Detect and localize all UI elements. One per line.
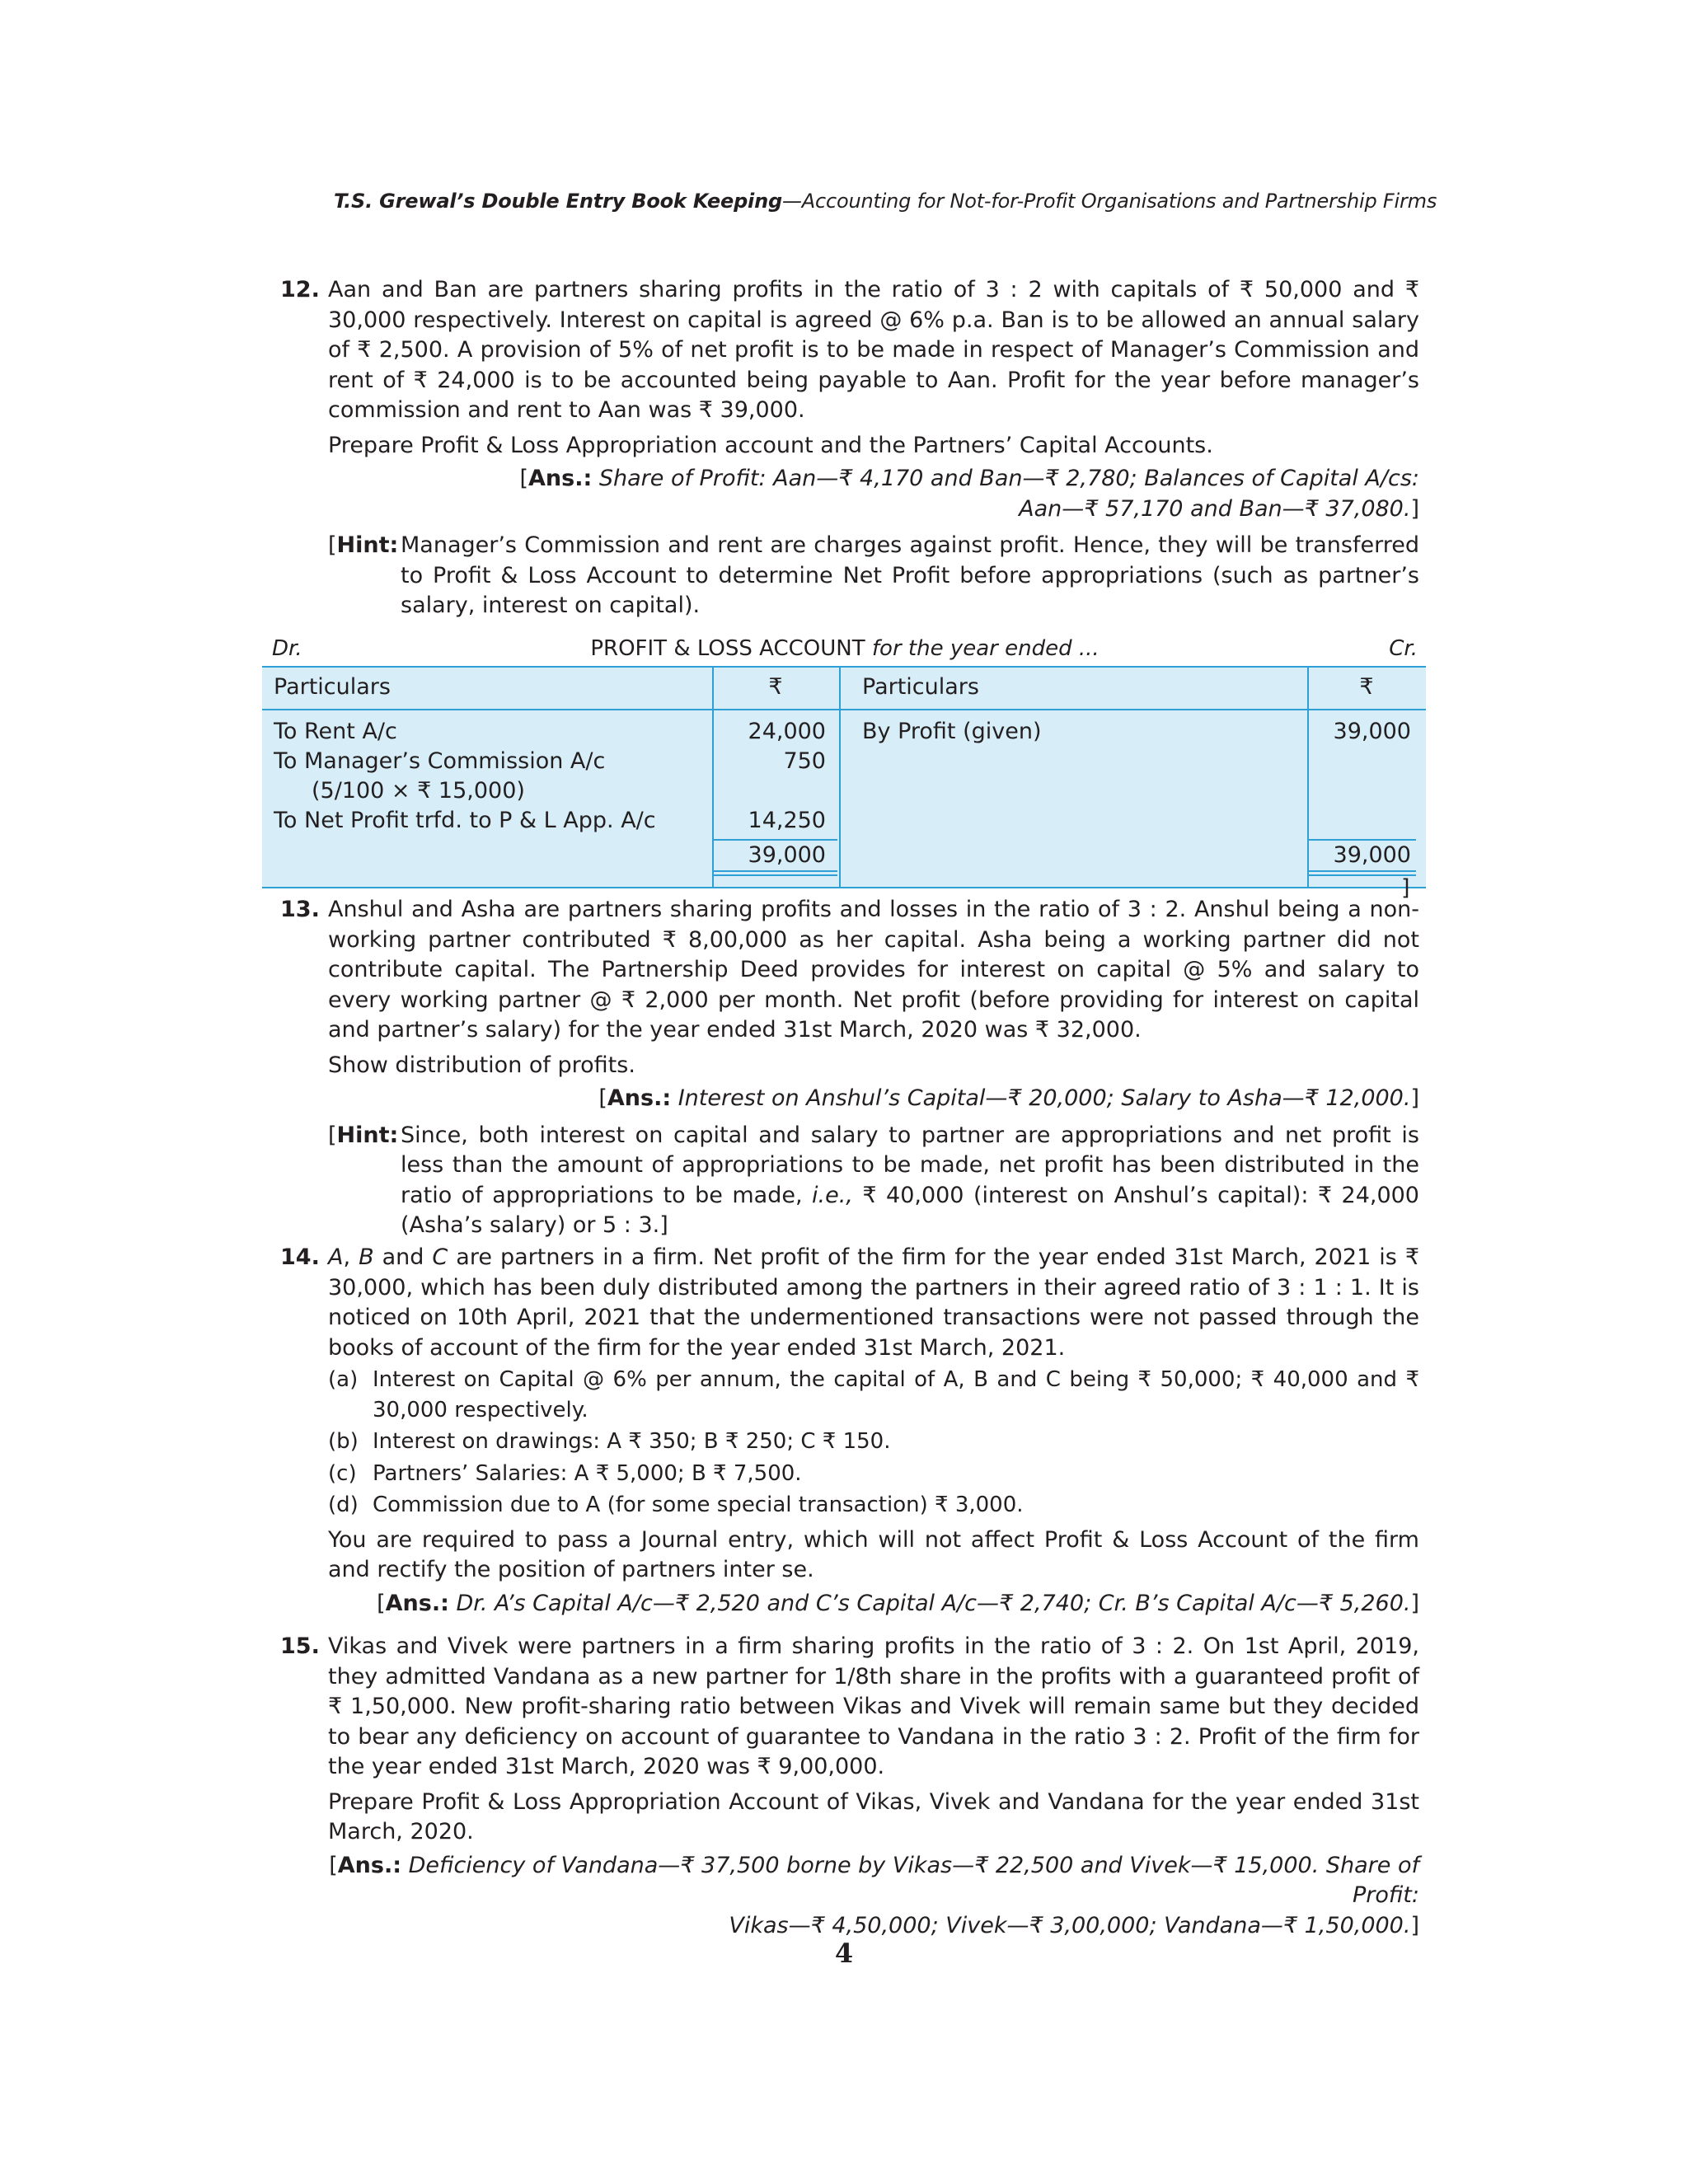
question-text: A, B and C are partners in a firm. Net profit of the firm for the year ended 31st March, 2021 is ₹ 30,000, which has been duly distributed among the partners in their agreed ratio of 3 : 1 : 1. It is noticed on 10th April, 2021 that the undermentioned transactions were not passed through the books of account of the firm for the year ended 31st March, 2021. bbox=[328, 1244, 1420, 1361]
credit-total: 39,000 bbox=[1333, 842, 1411, 868]
question-14 bbox=[280, 1243, 1419, 1619]
question-number: 12. bbox=[280, 277, 320, 302]
credit-row-label: By Profit (given) bbox=[862, 719, 1042, 744]
question-text: Vikas and Vivek were partners in a firm sharing profits in the ratio of 3 : 2. On 1st April, 2019, they admitted Vandana as a new partner for 1/8th share in the profits with a guaranteed profit of ₹ 1,50,000. New profit-sharing ratio between Vikas and Vivek will remain same but they decided to bear any deficiency on account of guarantee to Vandana in the ratio 3 : 2. Profit of the firm for the year ended 31st March, 2020 was ₹ 9,00,000. bbox=[328, 1633, 1419, 1779]
question-number: 15. bbox=[280, 1633, 320, 1659]
book-subtitle: —Accounting for Not-for-Profit Organisations and Partnership Firms bbox=[781, 190, 1437, 213]
question-instruction: Prepare Profit & Loss Appropriation Account of Vikas, Vivek and Vandana for the year ended 31st March, 2020. bbox=[328, 1788, 1419, 1844]
hint-ie: i.e., bbox=[812, 1182, 853, 1208]
running-head bbox=[334, 188, 1437, 214]
answer-line-1: Deficiency of Vandana—₹ 37,500 borne by Vikas—₹ 22,500 and Vivek—₹ 15,000. Share of Profit: bbox=[408, 1852, 1419, 1908]
answer-line-2: Vikas—₹ 4,50,000; Vivek—₹ 3,00,000; Vandana—₹ 1,50,000. bbox=[729, 1912, 1411, 1938]
hint-label: Hint: bbox=[336, 1122, 399, 1148]
answer: [Ans.: Deficiency of Vandana—₹ 37,500 borne by Vikas—₹ 22,500 and Vivek—₹ 15,000. Share of Profit: bbox=[329, 1852, 1419, 1908]
ledger-title: PROFIT & LOSS ACCOUNT for the year ended ... bbox=[590, 636, 1100, 661]
hint-text-end: ₹ 40,000 (interest on Anshul’s capital): ₹ 24,000 (Asha’s salary) or 5 : 3.] bbox=[401, 1182, 1419, 1238]
answer-label: Ans.: bbox=[528, 466, 593, 491]
header-amount-dr: ₹ bbox=[768, 674, 783, 700]
debit-row-label: To Net Profit trfd. to P & L App. A/c bbox=[274, 808, 656, 833]
debit-row-amount: 14,250 bbox=[748, 808, 826, 833]
hint: [Hint: Since, both interest on capital and salary to partner are appropriations and net profit is less than the amount of appropriations to be made, net profit has been distributed in the ratio of appropriations to be made, i.e., ₹ 40,000 (interest on Anshul’s capital): ₹ 24,000 (Asha’s salary) or 5 : 3.] bbox=[328, 1122, 1419, 1238]
answer-text: Dr. A’s Capital A/c—₹ 2,520 and C’s Capital A/c—₹ 2,740; Cr. B’s Capital A/c—₹ 5,260. bbox=[456, 1590, 1411, 1616]
answer-label: Ans.: bbox=[607, 1085, 672, 1111]
sub-item: (a) Interest on Capital @ 6% per annum, the capital of A, B and C being ₹ 50,000; ₹ 40,000 and ₹ 30,000 respectively. bbox=[328, 1367, 1419, 1422]
hint-label: Hint: bbox=[336, 532, 399, 558]
header-particulars-cr: Particulars bbox=[862, 674, 979, 700]
credit-row-amount: 39,000 bbox=[1333, 719, 1411, 744]
debit-row-amount: 24,000 bbox=[748, 719, 826, 744]
question-instruction: Prepare Profit & Loss Appropriation account and the Partners’ Capital Accounts. bbox=[328, 432, 1213, 458]
question-15 bbox=[280, 1632, 1419, 1941]
question-13 bbox=[280, 895, 1419, 1241]
question-text: Anshul and Asha are partners sharing profits and losses in the ratio of 3 : 2. Anshul being a non-working partner contributed ₹ 8,00,000 as her capital. Asha being a working partner did not contribute capital. The Partnership Deed provides for interest on capital @ 5% and salary to every working partner @ ₹ 2,000 per month. Net profit (before providing for interest on capital and partner’s salary) for the year ended 31st March, 2020 was ₹ 32,000. bbox=[328, 897, 1419, 1043]
sub-item: (b) Interest on drawings: A ₹ 350; B ₹ 250; C ₹ 150. bbox=[328, 1429, 891, 1454]
answer: [Ans.: Dr. A’s Capital A/c—₹ 2,520 and C’s Capital A/c—₹ 2,740; Cr. B’s Capital A/c—₹ 5,260.] bbox=[377, 1590, 1419, 1616]
debit-row-label: To Rent A/c bbox=[274, 719, 397, 744]
question-number: 13. bbox=[280, 897, 320, 922]
header-particulars-dr: Particulars bbox=[274, 674, 391, 700]
sub-item: (d) Commission due to A (for some special transaction) ₹ 3,000. bbox=[328, 1493, 1024, 1517]
ledger-cr: Cr. bbox=[1389, 636, 1418, 661]
debit-row-label: To Manager’s Commission A/c bbox=[274, 748, 606, 774]
header-amount-cr: ₹ bbox=[1359, 674, 1374, 700]
answer-label: Ans.: bbox=[337, 1852, 402, 1878]
answer: [Ans.: Share of Profit: Aan—₹ 4,170 and Ban—₹ 2,780; Balances of Capital A/cs: bbox=[519, 466, 1419, 491]
hint-text: Since, both interest on capital and salary to partner are appropriations and net profit is less than the amount of appropriations to be made, net profit has been distributed in the ratio of appropriations to be made, bbox=[401, 1122, 1419, 1208]
sub-item: (c) Partners’ Salaries: A ₹ 5,000; B ₹ 7,500. bbox=[328, 1460, 802, 1486]
ledger-dr: Dr. bbox=[272, 636, 302, 661]
answer-line-1: Share of Profit: Aan—₹ 4,170 and Ban—₹ 2,780; Balances of Capital A/cs: bbox=[598, 466, 1419, 491]
ledger-caption bbox=[272, 635, 1418, 663]
profit-loss-account-table bbox=[262, 666, 1426, 888]
answer-continued: Vikas—₹ 4,50,000; Vivek—₹ 3,00,000; Vandana—₹ 1,50,000.] bbox=[729, 1912, 1419, 1938]
answer-text: Interest on Anshul’s Capital—₹ 20,000; Salary to Asha—₹ 12,000. bbox=[678, 1085, 1411, 1111]
debit-row-amount: 750 bbox=[783, 748, 826, 774]
debit-row-label: (5/100 × ₹ 15,000) bbox=[312, 778, 525, 804]
book-title: T.S. Grewal’s Double Entry Book Keeping bbox=[334, 190, 782, 213]
hint: [Hint: Manager’s Commission and rent are charges against profit. Hence, they will be transferred to Profit & Loss Account to determine Net Profit before appropriations (such as partner’s salary, interest on capital). bbox=[328, 532, 1419, 618]
answer-continued: Aan—₹ 57,170 and Ban—₹ 37,080.] bbox=[1019, 495, 1419, 522]
question-text: Aan and Ban are partners sharing profits in the ratio of 3 : 2 with capitals of ₹ 50,000 and ₹ 30,000 respectively. Interest on capital is agreed @ 6% p.a. Ban is to be allowed an annual salary of ₹ 2,500. A provision of 5% of net profit is to be made in respect of Manager’s Commission and rent of ₹ 24,000 is to be accounted being payable to Aan. Profit for the year before manager’s commission and rent to Aan was ₹ 39,000. bbox=[328, 277, 1419, 423]
answer-label: Ans.: bbox=[385, 1590, 449, 1616]
debit-total: 39,000 bbox=[748, 842, 826, 868]
question-number: 14. bbox=[280, 1244, 320, 1270]
question-instruction: You are required to pass a Journal entry, which will not affect Profit & Loss Account of the firm and rectify the position of partners inter se. bbox=[328, 1526, 1419, 1582]
question-instruction: Show distribution of profits. bbox=[328, 1052, 635, 1078]
hint-close-bracket: ] bbox=[1401, 875, 1410, 901]
answer-line-2: Aan—₹ 57,170 and Ban—₹ 37,080. bbox=[1019, 495, 1411, 522]
answer: [Ans.: Interest on Anshul’s Capital—₹ 20,000; Salary to Asha—₹ 12,000.] bbox=[598, 1085, 1419, 1111]
page-number: 4 bbox=[834, 1938, 854, 1969]
question-12 bbox=[280, 275, 1419, 621]
hint-text: Manager’s Commission and rent are charges against profit. Hence, they will be transferred to Profit & Loss Account to determine Net Profit before appropriations (such as partner’s salary, interest on capital). bbox=[401, 532, 1419, 618]
